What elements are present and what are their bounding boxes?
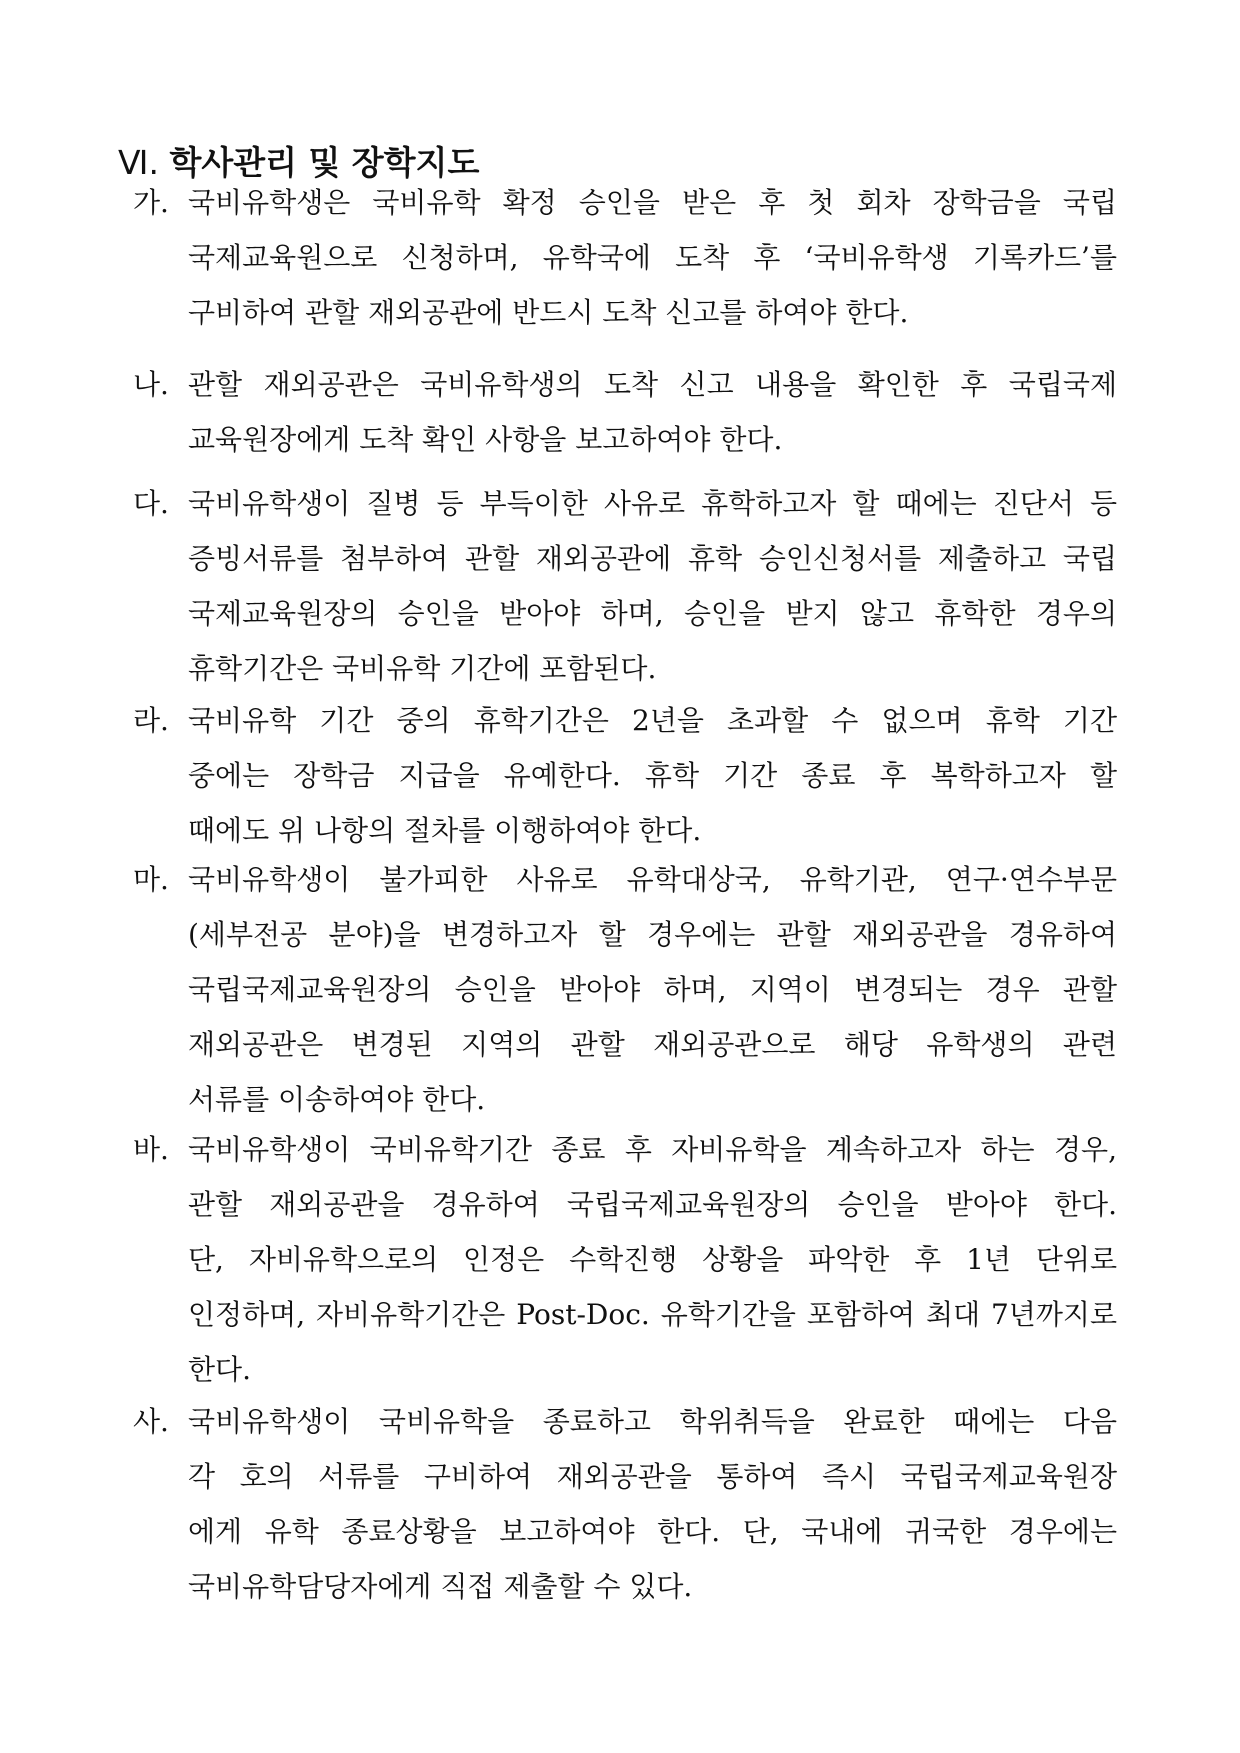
item-marker: 라. [133, 704, 169, 737]
item-marker: 마. [133, 863, 169, 896]
item-marker: 바. [133, 1133, 169, 1166]
item-marker: 사. [133, 1405, 169, 1438]
item-line: 구비하여 관할 재외공관에 반드시 도착 신고를 하여야 한다. [188, 296, 909, 329]
item-line: 재외공관은 변경된 지역의 관할 재외공관으로 해당 유학생의 관련 [188, 1028, 1117, 1061]
list-item-ba [133, 1122, 1117, 1397]
item-line: 서류를 이송하여야 한다. [188, 1083, 486, 1116]
list-item-sa [133, 1394, 1117, 1614]
list-item-na [133, 357, 1117, 467]
section-title: 학사관리 및 장학지도 [169, 143, 480, 182]
item-line: 국비유학생은 국비유학 확정 승인을 받은 후 첫 회차 장학금을 국립 [188, 186, 1117, 219]
item-line: 국비유학생이 질병 등 부득이한 사유로 휴학하고자 할 때에는 진단서 등 [188, 487, 1117, 520]
item-line: 인정하며, 자비유학기간은 Post-Doc. 유학기간을 포함하여 최대 7년까지로 [188, 1298, 1117, 1331]
item-marker: 나. [133, 368, 169, 401]
item-line: 중에는 장학금 지급을 유예한다. 휴학 기간 종료 후 복학하고자 할 [188, 759, 1117, 792]
item-line: 때에도 위 나항의 절차를 이행하여야 한다. [188, 814, 702, 847]
item-line: 각 호의 서류를 구비하여 재외공관을 통하여 즉시 국립국제교육원장 [188, 1460, 1117, 1493]
item-line: 휴학기간은 국비유학 기간에 포함된다. [188, 652, 657, 685]
item-line: 관할 재외공관은 국비유학생의 도착 신고 내용을 확인한 후 국립국제 [188, 368, 1117, 401]
item-marker: 가. [133, 186, 169, 219]
item-line: 국비유학 기간 중의 휴학기간은 2년을 초과할 수 없으며 휴학 기간 [188, 704, 1117, 737]
item-line: 국제교육원장의 승인을 받아야 하며, 승인을 받지 않고 휴학한 경우의 [188, 597, 1117, 630]
item-line: 국립국제교육원장의 승인을 받아야 하며, 지역이 변경되는 경우 관할 [188, 973, 1117, 1006]
list-item-ra [133, 693, 1117, 858]
item-line: 단, 자비유학으로의 인정은 수학진행 상황을 파악한 후 1년 단위로 [188, 1243, 1117, 1276]
item-line: 증빙서류를 첨부하여 관할 재외공관에 휴학 승인신청서를 제출하고 국립 [188, 542, 1117, 575]
item-line: 한다. [188, 1353, 251, 1386]
section-number: Ⅵ. [118, 143, 159, 182]
item-line: 국비유학생이 국비유학기간 종료 후 자비유학을 계속하고자 하는 경우, [188, 1133, 1117, 1166]
list-item-ga [133, 175, 1117, 340]
item-line: 국비유학생이 불가피한 사유로 유학대상국, 유학기관, 연구·연수부문 [188, 863, 1117, 896]
list-item-ma [133, 852, 1117, 1127]
item-line: 국제교육원으로 신청하며, 유학국에 도착 후 ‘국비유학생 기록카드’를 [188, 241, 1117, 274]
list-item-da [133, 476, 1117, 696]
item-line: 관할 재외공관을 경유하여 국립국제교육원장의 승인을 받아야 한다. [188, 1188, 1117, 1221]
item-marker: 다. [133, 487, 169, 520]
item-line: 국비유학담당자에게 직접 제출할 수 있다. [188, 1570, 693, 1603]
item-line: 국비유학생이 국비유학을 종료하고 학위취득을 완료한 때에는 다음 [188, 1405, 1117, 1438]
item-line: (세부전공 분야)을 변경하고자 할 경우에는 관할 재외공관을 경유하여 [188, 918, 1117, 951]
item-line: 교육원장에게 도착 확인 사항을 보고하여야 한다. [188, 423, 783, 456]
item-line: 에게 유학 종료상황을 보고하여야 한다. 단, 국내에 귀국한 경우에는 [188, 1515, 1117, 1548]
